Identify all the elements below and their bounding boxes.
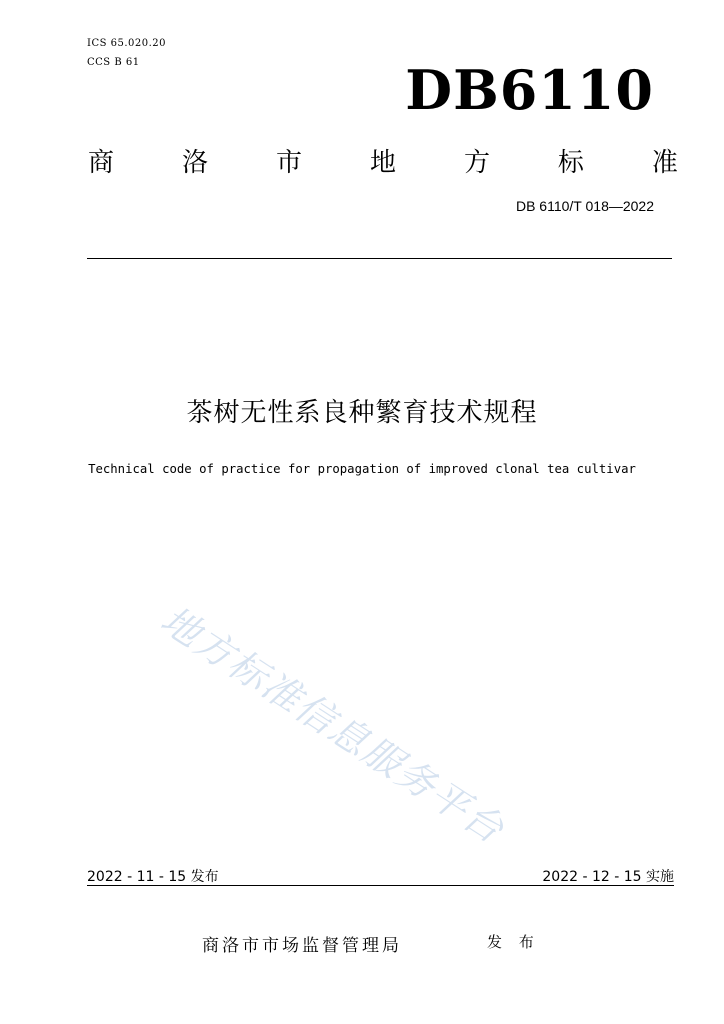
document-title-english: Technical code of practice for propagation of improved clonal tea cultivar bbox=[88, 462, 636, 476]
standard-type-char: 地 bbox=[369, 148, 396, 178]
publisher-name: 商洛市市场监督管理局 bbox=[202, 936, 402, 956]
header-divider bbox=[87, 258, 672, 259]
standard-type-char: 商 bbox=[88, 148, 115, 178]
footer-divider bbox=[87, 885, 674, 886]
standard-type-char: 洛 bbox=[181, 148, 208, 178]
standard-type-char: 市 bbox=[275, 148, 302, 178]
watermark: 地方标准信息服务平台 bbox=[153, 597, 513, 853]
standard-type-heading bbox=[88, 142, 678, 179]
implementation-date: 2022 - 12 - 15 实施 bbox=[542, 869, 674, 885]
standard-number: DB 6110/T 018—2022 bbox=[515, 198, 654, 214]
document-title-chinese: 茶树无性系良种繁育技术规程 bbox=[186, 398, 538, 428]
issue-date: 2022 - 11 - 15 发布 bbox=[87, 869, 219, 885]
publish-label: 发 布 bbox=[487, 933, 540, 951]
standard-type-char: 方 bbox=[463, 148, 490, 178]
db-standard-mark: DB6110 bbox=[405, 58, 654, 122]
standard-type-char: 标 bbox=[557, 148, 584, 178]
ics-code: ICS 65.020.20 bbox=[87, 38, 167, 49]
standard-type-char: 准 bbox=[651, 148, 678, 178]
ccs-code: CCS B 61 bbox=[87, 57, 140, 68]
